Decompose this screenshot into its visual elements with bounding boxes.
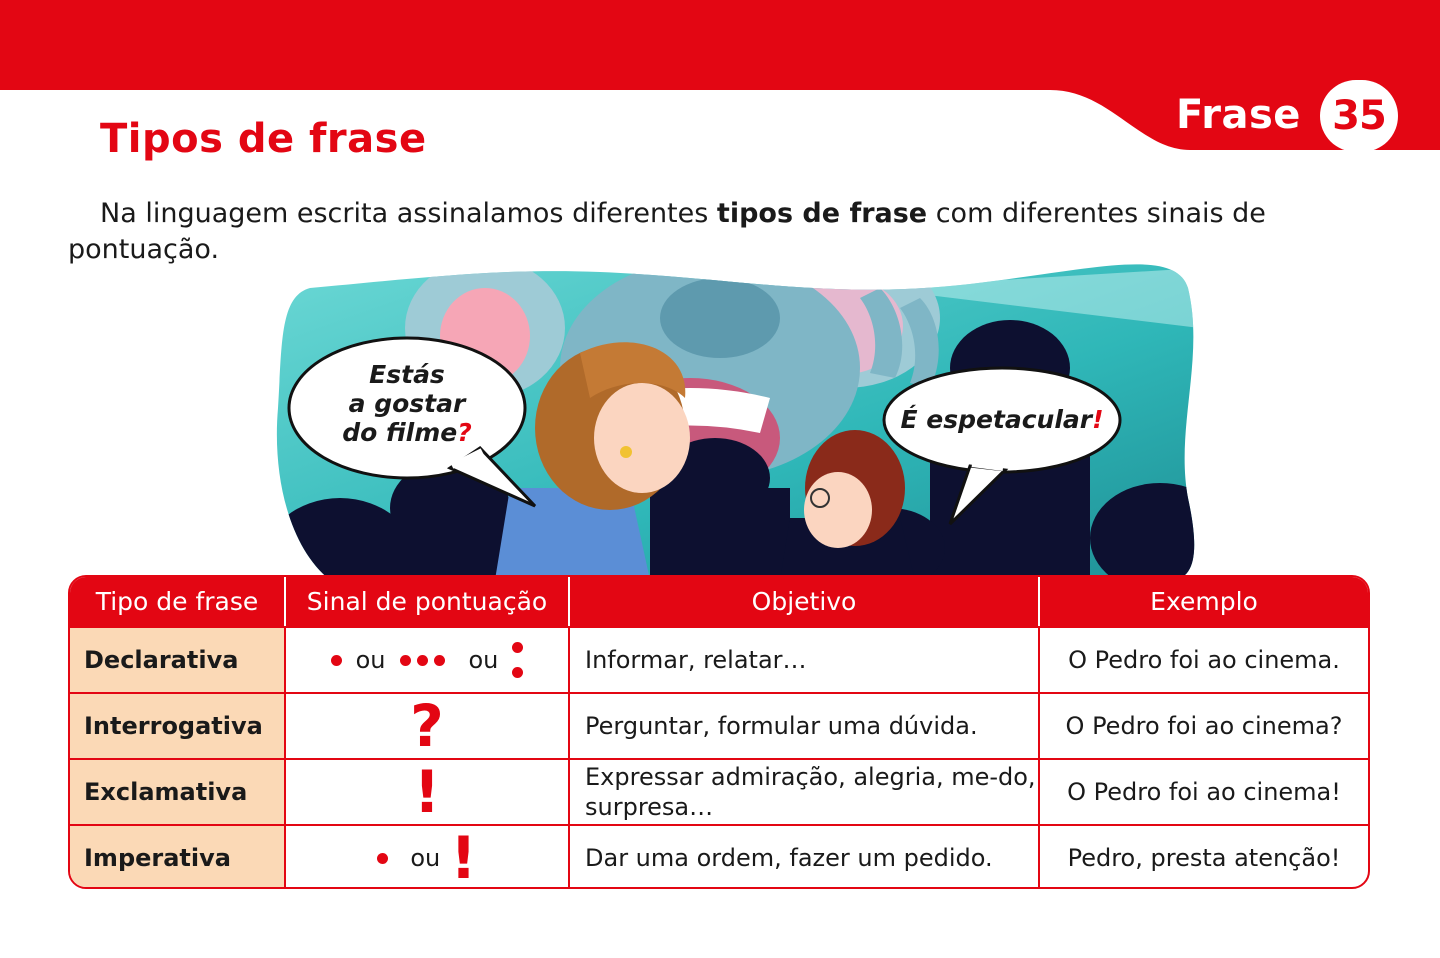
tipo-cell: Exclamativa	[70, 760, 284, 824]
speech-bubble-right-text: É espetacular!	[900, 405, 1104, 434]
header-tipo: Tipo de frase	[95, 587, 259, 616]
speech-bubble-left-text: Estás a gostar do filme?	[342, 360, 472, 447]
table-row-interrogativa	[70, 692, 1368, 758]
objetivo-cell: Perguntar, formular uma dúvida.	[568, 694, 1038, 758]
exemplo-cell: O Pedro foi ao cinema?	[1038, 694, 1368, 758]
tipo-cell: Imperativa	[70, 826, 284, 889]
sinal-cell	[284, 694, 568, 758]
colon-icon	[512, 642, 523, 678]
intro-bold-term: tipos de frase	[716, 198, 928, 229]
sinal-cell	[284, 760, 568, 824]
header-sinal: Sinal de pontuação	[284, 577, 568, 626]
tipo-cell: Declarativa	[70, 628, 284, 692]
chapter-label: Frase	[1176, 92, 1301, 138]
exemplo-cell: O Pedro foi ao cinema!	[1038, 760, 1368, 824]
sinal-cell: ou !	[284, 826, 568, 889]
objetivo-cell: Informar, relatar…	[568, 628, 1038, 692]
table-row-declarativa	[70, 626, 1368, 692]
intro-paragraph: Na linguagem escrita assinalamos diferentes tipos de frase com diferentes sinais de pontuação.	[68, 198, 1266, 265]
tipo-cell: Interrogativa	[70, 694, 284, 758]
header-exemplo: Exemplo	[1038, 577, 1368, 626]
objetivo-cell: Expressar admiração, alegria, me-do, surpresa…	[568, 760, 1038, 824]
ellipsis-icon	[400, 655, 445, 666]
exclamation-mark-icon: !	[413, 760, 441, 824]
page-title: Tipos de frase	[100, 116, 427, 162]
exclamation-mark: !	[1092, 405, 1104, 434]
table-row-imperativa	[70, 824, 1368, 889]
question-mark: ?	[457, 418, 472, 447]
chapter-number-badge: 35	[1320, 80, 1398, 152]
period-icon	[331, 655, 342, 666]
period-icon	[377, 853, 388, 864]
exemplo-cell: Pedro, presta atenção!	[1038, 826, 1368, 889]
header-objetivo: Objetivo	[568, 577, 1038, 626]
table-header-row	[70, 577, 1368, 626]
exclamation-icon: !	[450, 826, 477, 889]
objetivo-cell: Dar uma ordem, fazer um pedido.	[568, 826, 1038, 889]
table-row-exclamativa	[70, 758, 1368, 824]
sentence-types-table	[68, 575, 1370, 889]
exemplo-cell: O Pedro foi ao cinema.	[1038, 628, 1368, 692]
question-mark-icon: ?	[410, 694, 444, 758]
sinal-cell: ou ou	[284, 628, 568, 692]
